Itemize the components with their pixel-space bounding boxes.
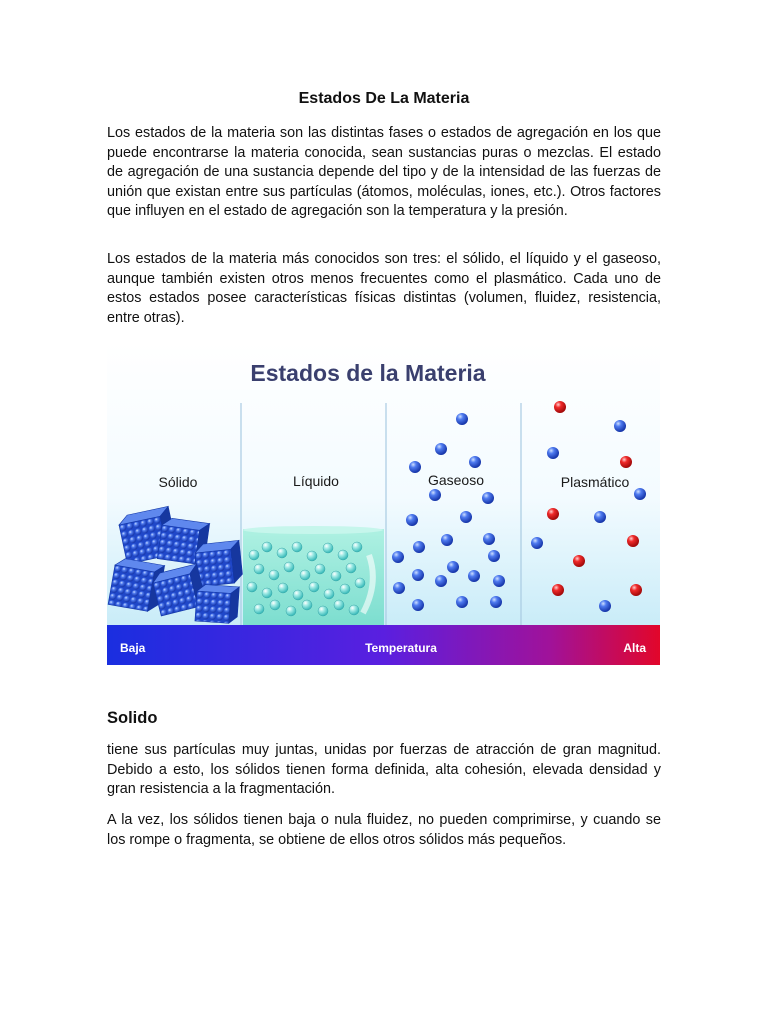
solido-paragraph-2: A la vez, los sólidos tienen baja o nula fluidez, no pueden comprimirse, y cuando se los rompe o fragmenta, se obtiene de ellos otros sólidos más pequeños. [107,812,661,848]
liquid-container [243,526,384,625]
states-paragraph: Los estados de la materia más conocidos son tres: el sólido, el líquido y el gaseoso, aunque también existen otros menos frecuentes como el plasmático. Cada uno de estos estados posee características físicas distintas (volumen, fluidez, resistencia, entre otras). [107,251,661,326]
intro-paragraph: Los estados de la materia son las distintas fases o estados de agregación en los que puede encontrarse la materia conocida, sean sustancias puras o mezclas. El estado de agregación de una sustancia depende del tipo y de la intensidad de las fuerzas de unión que existan entre sus partículas (átomos, moléculas, iones, etc.). Otros factores que influyen en el estado de agregación son la temperatura y la presión. [107,125,661,219]
temperature-center-label: Temperatura [365,641,437,655]
temperature-low-label: Baja [120,641,146,655]
states-of-matter-figure [107,343,660,665]
label-solido: Sólido [158,474,198,490]
document-title: Estados De La Materia [298,90,470,107]
label-plasmatico: Plasmático [560,474,630,490]
label-liquido: Líquido [293,473,339,489]
solido-paragraph-1: tiene sus partículas muy juntas, unidas por fuerzas de atracción de gran magnitud. Debido a esto, los sólidos tienen forma definida, alta cohesión, elevada densidad y gran resistencia a la fragmentación. [107,742,661,797]
figure-title: Estados de la Materia [250,360,486,386]
section-title-solido: Solido [107,709,158,727]
temperature-high-label: Alta [623,641,646,655]
label-gaseoso: Gaseoso [427,472,485,488]
